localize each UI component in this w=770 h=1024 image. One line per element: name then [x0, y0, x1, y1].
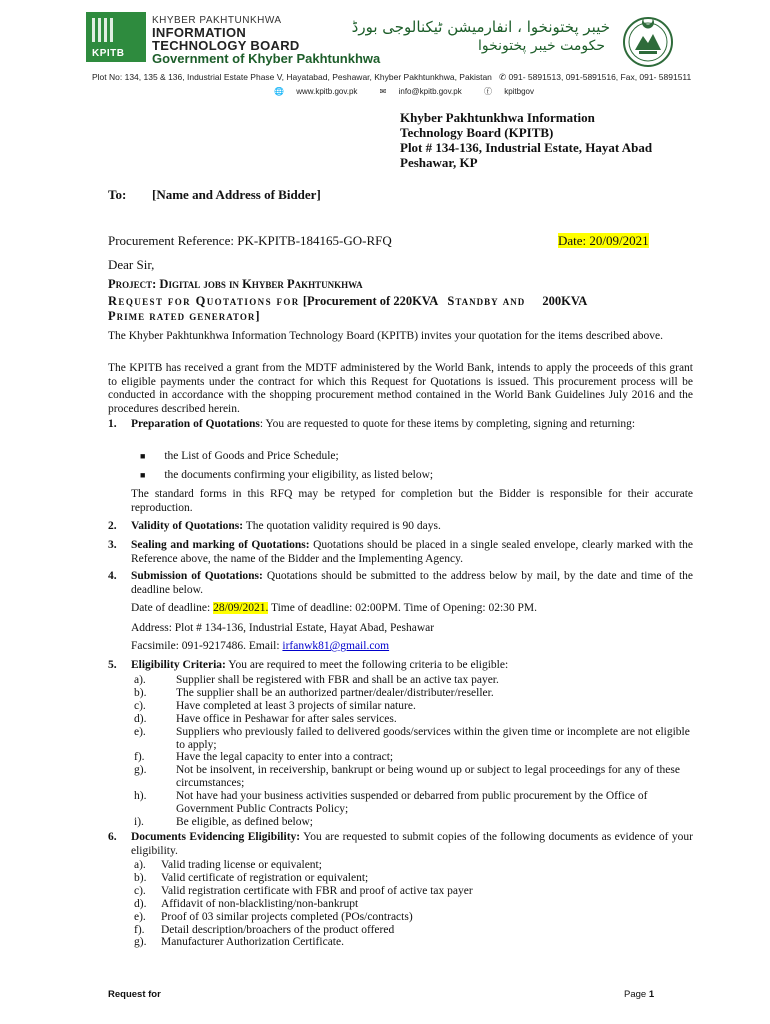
urdu-title: خیبر پختونخوا ، انفارمیشن ٹیکنالوجی بورڈ	[351, 18, 610, 36]
list-item: g). Not be insolvent, in receivership, bankrupt or being wound up or subject to legal proceedings for any of these circumstances;	[134, 764, 680, 790]
list-item: e). Suppliers who previously failed to delivered goods/services within the given time or incomplete are not eligible to apply;	[134, 725, 690, 751]
fax-email-line: Facsimile: 091-9217486. Email: irfanwk81@gmail.com	[131, 640, 390, 652]
email-link[interactable]: info@kpitb.gov.pk	[398, 87, 462, 96]
list-item: c). Have completed at least 3 projects of similar nature.	[134, 699, 416, 712]
page-number: Page 1	[624, 989, 655, 1000]
kpitb-logo	[86, 12, 146, 62]
eligibility-list	[134, 674, 694, 829]
logo-text: KPITB	[92, 48, 125, 59]
list-item: f). Have the legal capacity to enter into a contract;	[134, 751, 394, 764]
item-2: 2. Validity of Quotations: The quotation validity required is 90 days.	[108, 520, 441, 532]
procurement-reference: Procurement Reference: PK-KPITB-184165-GO-RFQ	[108, 233, 392, 248]
salutation: Dear Sir,	[108, 257, 155, 272]
letterhead-address: Plot No: 134, 135 & 136, Industrial Estate Phase V, Hayatabad, Peshawar, Khyber Pakhtunkhwa, Pakistan ✆ 091- 5891513, 091-5891516, Fax, 091- 5891511	[92, 72, 692, 82]
deadline-line: Date of deadline: 28/09/2021. Time of deadline: 02:00PM. Time of Opening: 02:30 PM.	[131, 602, 538, 614]
list-item: f). Detail description/broachers of the product offered	[134, 923, 395, 936]
item-1-note: The standard forms in this RFQ may be retyped for completion but the Bidder is responsible for their accurate reproduction.	[131, 488, 693, 514]
bullet-icon: ■	[140, 470, 146, 480]
letterhead-line1: KHYBER PAKHTUNKHWA	[152, 15, 282, 26]
bidder-email-link[interactable]: irfanwk81@gmail.com	[282, 640, 390, 652]
globe-icon: 🌐	[274, 87, 284, 96]
item-1-bullet-2: ■ the documents confirming your eligibility, as listed below;	[140, 469, 434, 481]
intro-paragraph-2: The KPITB has received a grant from the MDTF administered by the World Bank, intends to apply the proceeds of this grant to eligible payments under the contract for which this Request for Quotations is issued. This procurement process will be conducted in accordance with the shopping procurement method contained in the World Bank Guidelines July 2016 and the procedures described herein.	[108, 362, 693, 415]
bullet-icon: ■	[140, 451, 146, 461]
letterhead-line2: INFORMATION	[152, 25, 247, 40]
intro-paragraph-1: The Khyber Pakhtunkhwa Information Technology Board (KPITB) invites your quotation for the items described above.	[108, 330, 664, 342]
list-item: b). Valid certificate of registration or equivalent;	[134, 871, 369, 884]
list-item: a). Valid trading license or equivalent;	[134, 859, 322, 871]
list-item: d). Have office in Peshawar for after sales services.	[134, 712, 397, 725]
list-item: e). Proof of 03 similar projects completed (POs/contracts)	[134, 910, 413, 923]
item-5: 5. Eligibility Criteria: You are required to meet the following criteria to be eligible:	[108, 659, 509, 671]
footer-title: Request for	[108, 989, 161, 1000]
list-item: h). Not have had your business activities suspended or debarred from public procurement by the Office of Government Public Contracts Policy;	[134, 790, 648, 816]
project-line: Project: Digital jobs in Khyber Pakhtunkhwa	[108, 277, 363, 291]
item-3: 3. Sealing and marking of Quotations: Quotations should be placed in a single sealed envelope, clearly marked with the Reference above, the name of the Bidder and the Implementing Agency.	[108, 539, 693, 565]
list-item: g). Manufacturer Authorization Certificate.	[134, 936, 344, 949]
list-item: d). Affidavit of non-blacklisting/non-bankrupt	[134, 897, 359, 910]
social-icon: ⓕ	[483, 87, 492, 96]
item-4: 4. Submission of Quotations: Quotations should be submitted to the address below by mail, by the date and time of the deadline below.	[108, 570, 694, 596]
submission-address: Address: Plot # 134-136, Industrial Estate, Hayat Abad, Peshawar	[131, 622, 435, 634]
government-emblem-icon	[617, 10, 679, 70]
phone-icon: ✆	[499, 72, 507, 82]
letterhead-line3: TECHNOLOGY BOARD	[152, 38, 300, 53]
to-label: To:	[108, 187, 127, 202]
mail-icon: ✉	[379, 87, 387, 96]
list-item: a). Supplier shall be registered with FBR and shall be an active tax payer.	[134, 674, 499, 686]
list-item: c). Valid registration certificate with FBR and proof of active tax payer	[134, 884, 473, 897]
documents-list	[134, 859, 694, 949]
list-item: i). Be eligible, as defined below;	[134, 815, 314, 828]
to-value: [Name and Address of Bidder]	[152, 187, 321, 202]
rfq-heading: Request for Quotations for [Procurement of 220KVA Standby and 200KVA Prime rated generator]	[108, 294, 588, 323]
sender-address: Khyber Pakhtunkhwa Information Technology Board (KPITB) Plot # 134-136, Industrial Estate, Hayat Abad Peshawar, KP	[400, 110, 653, 170]
letterhead-line4: Government of Khyber Pakhtunkhwa	[152, 51, 381, 66]
item-1: 1. Preparation of Quotations: You are requested to quote for these items by completing, signing and returning:	[108, 418, 636, 430]
letter-date: Date: 20/09/2021	[558, 233, 649, 248]
item-6: 6. Documents Evidencing Eligibility: You are requested to submit copies of the following documents as evidence of your eligibility.	[108, 831, 693, 857]
item-1-bullet-1: ■ the List of Goods and Price Schedule;	[140, 450, 339, 462]
letterhead-contacts	[274, 86, 554, 97]
website-link[interactable]: www.kpitb.gov.pk	[296, 87, 358, 96]
list-item: b). The supplier shall be an authorized partner/dealer/distributer/reseller.	[134, 686, 494, 699]
letterhead	[0, 0, 770, 100]
urdu-subtitle: حکومت خیبر پختونخوا	[477, 38, 605, 54]
social-handle[interactable]: kpitbgov	[504, 87, 534, 96]
